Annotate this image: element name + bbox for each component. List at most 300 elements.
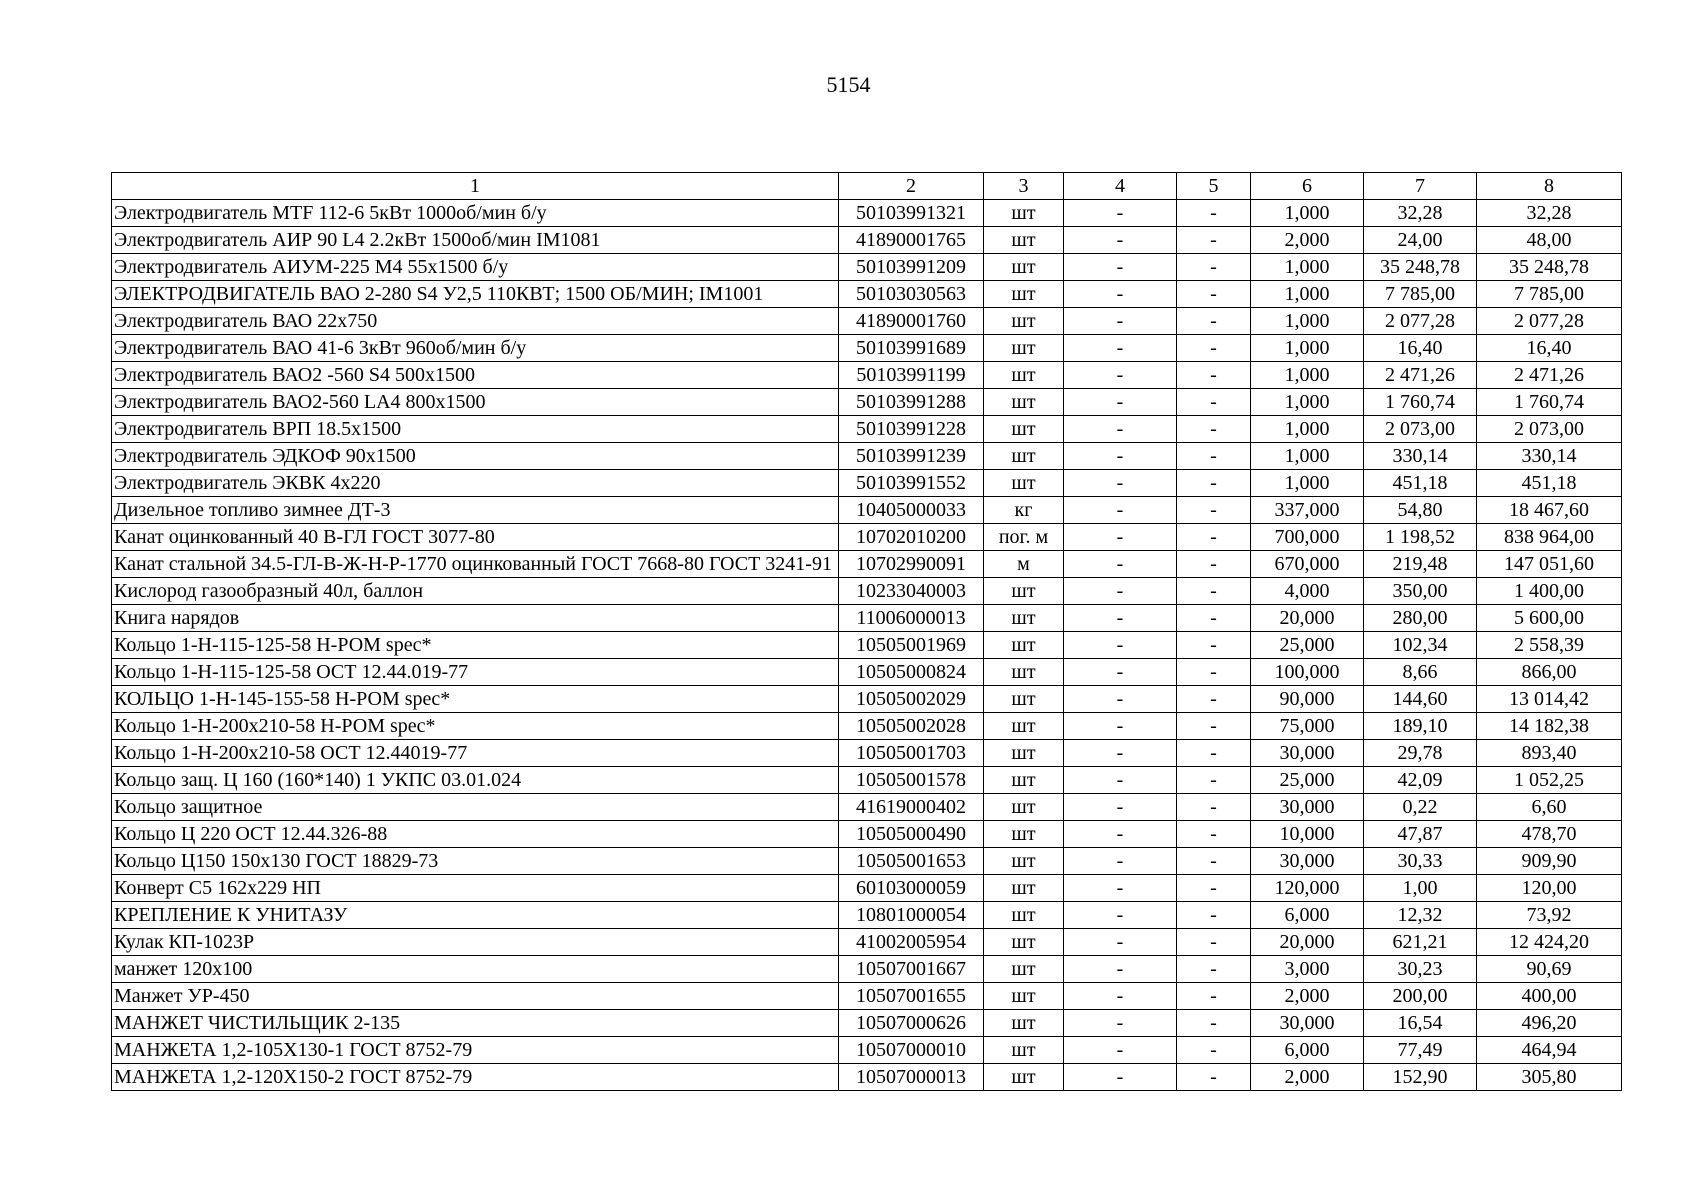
col5-value-cell: - [1177, 902, 1251, 929]
unit-price-cell: 1 198,52 [1364, 524, 1477, 551]
col5-value-cell: - [1177, 551, 1251, 578]
unit-price-cell: 32,28 [1364, 200, 1477, 227]
quantity-cell: 1,000 [1251, 443, 1364, 470]
quantity-cell: 1,000 [1251, 281, 1364, 308]
col4-value-cell: - [1064, 929, 1177, 956]
col4-value-cell: - [1064, 632, 1177, 659]
unit-cell: шт [984, 443, 1064, 470]
table-row [112, 605, 1622, 632]
unit-price-cell: 42,09 [1364, 767, 1477, 794]
quantity-cell: 1,000 [1251, 389, 1364, 416]
table-row [112, 713, 1622, 740]
total-amount-cell: 1 052,25 [1477, 767, 1622, 794]
item-name-cell: МАНЖЕТА 1,2-105Х130-1 ГОСТ 8752-79 [112, 1037, 839, 1064]
col5-value-cell: - [1177, 227, 1251, 254]
column-header: 3 [984, 173, 1064, 200]
unit-price-cell: 152,90 [1364, 1064, 1477, 1091]
table-row [112, 1064, 1622, 1091]
col5-value-cell: - [1177, 308, 1251, 335]
unit-cell: м [984, 551, 1064, 578]
unit-price-cell: 1,00 [1364, 875, 1477, 902]
col4-value-cell: - [1064, 659, 1177, 686]
unit-price-cell: 16,54 [1364, 1010, 1477, 1037]
quantity-cell: 75,000 [1251, 713, 1364, 740]
unit-cell: кг [984, 497, 1064, 524]
unit-cell: шт [984, 794, 1064, 821]
unit-cell: шт [984, 686, 1064, 713]
col4-value-cell: - [1064, 956, 1177, 983]
col4-value-cell: - [1064, 308, 1177, 335]
table-row [112, 227, 1622, 254]
item-name-cell: Кислород газообразный 40л, баллон [112, 578, 839, 605]
quantity-cell: 20,000 [1251, 605, 1364, 632]
unit-price-cell: 24,00 [1364, 227, 1477, 254]
quantity-cell: 1,000 [1251, 362, 1364, 389]
item-code-cell: 10505001653 [839, 848, 984, 875]
col5-value-cell: - [1177, 335, 1251, 362]
unit-cell: шт [984, 632, 1064, 659]
col5-value-cell: - [1177, 254, 1251, 281]
col4-value-cell: - [1064, 821, 1177, 848]
item-name-cell: Канат оцинкованный 40 В-ГЛ ГОСТ 3077-80 [112, 524, 839, 551]
unit-cell: шт [984, 956, 1064, 983]
col4-value-cell: - [1064, 443, 1177, 470]
item-name-cell: Электродвигатель АИР 90 L4 2.2кВт 1500об/мин IM1081 [112, 227, 839, 254]
unit-cell: шт [984, 848, 1064, 875]
col5-value-cell: - [1177, 416, 1251, 443]
quantity-cell: 6,000 [1251, 1037, 1364, 1064]
unit-cell: пог. м [984, 524, 1064, 551]
col5-value-cell: - [1177, 362, 1251, 389]
total-amount-cell: 2 073,00 [1477, 416, 1622, 443]
col5-value-cell: - [1177, 821, 1251, 848]
item-name-cell: Конверт С5 162х229 НП [112, 875, 839, 902]
item-name-cell: Электродвигатель ВАО 41-6 3кВт 960об/мин б/у [112, 335, 839, 362]
item-name-cell: КРЕПЛЕНИЕ К УНИТАЗУ [112, 902, 839, 929]
unit-price-cell: 0,22 [1364, 794, 1477, 821]
table-row [112, 821, 1622, 848]
unit-cell: шт [984, 281, 1064, 308]
col5-value-cell: - [1177, 281, 1251, 308]
unit-cell: шт [984, 1037, 1064, 1064]
table-row [112, 578, 1622, 605]
total-amount-cell: 5 600,00 [1477, 605, 1622, 632]
quantity-cell: 30,000 [1251, 794, 1364, 821]
col4-value-cell: - [1064, 767, 1177, 794]
item-name-cell: Электродвигатель ЭДКОФ 90х1500 [112, 443, 839, 470]
quantity-cell: 90,000 [1251, 686, 1364, 713]
item-code-cell: 10505002029 [839, 686, 984, 713]
table-row [112, 740, 1622, 767]
item-name-cell: КОЛЬЦО 1-Н-145-155-58 Н-РОМ spec* [112, 686, 839, 713]
item-name-cell: манжет 120х100 [112, 956, 839, 983]
unit-price-cell: 8,66 [1364, 659, 1477, 686]
unit-cell: шт [984, 416, 1064, 443]
table-row [112, 524, 1622, 551]
table-row [112, 794, 1622, 821]
col4-value-cell: - [1064, 848, 1177, 875]
item-code-cell: 50103991209 [839, 254, 984, 281]
unit-price-cell: 29,78 [1364, 740, 1477, 767]
unit-price-cell: 54,80 [1364, 497, 1477, 524]
total-amount-cell: 2 471,26 [1477, 362, 1622, 389]
col5-value-cell: - [1177, 983, 1251, 1010]
quantity-cell: 700,000 [1251, 524, 1364, 551]
item-code-cell: 50103991228 [839, 416, 984, 443]
col5-value-cell: - [1177, 200, 1251, 227]
unit-price-cell: 621,21 [1364, 929, 1477, 956]
col5-value-cell: - [1177, 659, 1251, 686]
col4-value-cell: - [1064, 227, 1177, 254]
unit-cell: шт [984, 983, 1064, 1010]
total-amount-cell: 18 467,60 [1477, 497, 1622, 524]
item-name-cell: Кольцо Ц 220 ОСТ 12.44.326-88 [112, 821, 839, 848]
unit-cell: шт [984, 200, 1064, 227]
unit-cell: шт [984, 1010, 1064, 1037]
item-name-cell: Дизельное топливо зимнее ДТ-3 [112, 497, 839, 524]
total-amount-cell: 464,94 [1477, 1037, 1622, 1064]
item-name-cell: Канат стальной 34.5-ГЛ-В-Ж-Н-Р-1770 оцинкованный ГОСТ 7668-80 ГОСТ 3241-91 [112, 551, 839, 578]
item-code-cell: 41002005954 [839, 929, 984, 956]
item-code-cell: 10507000010 [839, 1037, 984, 1064]
column-header: 8 [1477, 173, 1622, 200]
item-name-cell: Электродвигатель ВАО2 -560 S4 500х1500 [112, 362, 839, 389]
item-code-cell: 10505001703 [839, 740, 984, 767]
item-code-cell: 41890001760 [839, 308, 984, 335]
item-name-cell: Электродвигатель ВАО2-560 LA4 800х1500 [112, 389, 839, 416]
total-amount-cell: 400,00 [1477, 983, 1622, 1010]
table-row [112, 686, 1622, 713]
total-amount-cell: 12 424,20 [1477, 929, 1622, 956]
col5-value-cell: - [1177, 1064, 1251, 1091]
unit-cell: шт [984, 254, 1064, 281]
table-row [112, 308, 1622, 335]
item-code-cell: 50103991689 [839, 335, 984, 362]
quantity-cell: 30,000 [1251, 740, 1364, 767]
total-amount-cell: 16,40 [1477, 335, 1622, 362]
item-code-cell: 50103991239 [839, 443, 984, 470]
table-row [112, 929, 1622, 956]
col5-value-cell: - [1177, 1037, 1251, 1064]
quantity-cell: 6,000 [1251, 902, 1364, 929]
quantity-cell: 337,000 [1251, 497, 1364, 524]
col5-value-cell: - [1177, 524, 1251, 551]
col4-value-cell: - [1064, 200, 1177, 227]
table-row [112, 956, 1622, 983]
item-code-cell: 60103000059 [839, 875, 984, 902]
col4-value-cell: - [1064, 794, 1177, 821]
item-code-cell: 10507000626 [839, 1010, 984, 1037]
col4-value-cell: - [1064, 1010, 1177, 1037]
col5-value-cell: - [1177, 713, 1251, 740]
table-row [112, 281, 1622, 308]
col4-value-cell: - [1064, 740, 1177, 767]
unit-price-cell: 102,34 [1364, 632, 1477, 659]
col4-value-cell: - [1064, 281, 1177, 308]
unit-cell: шт [984, 929, 1064, 956]
item-name-cell: Кольцо 1-Н-200х210-58 Н-РОМ spec* [112, 713, 839, 740]
item-code-cell: 11006000013 [839, 605, 984, 632]
item-name-cell: Электродвигатель АИУМ-225 М4 55х1500 б/у [112, 254, 839, 281]
table-body [112, 200, 1622, 1091]
total-amount-cell: 893,40 [1477, 740, 1622, 767]
col5-value-cell: - [1177, 578, 1251, 605]
col4-value-cell: - [1064, 389, 1177, 416]
total-amount-cell: 14 182,38 [1477, 713, 1622, 740]
item-name-cell: Кольцо Ц150 150х130 ГОСТ 18829-73 [112, 848, 839, 875]
item-code-cell: 10505000824 [839, 659, 984, 686]
unit-price-cell: 451,18 [1364, 470, 1477, 497]
inventory-table [111, 172, 1622, 1091]
item-name-cell: Электродвигатель ВРП 18.5х1500 [112, 416, 839, 443]
quantity-cell: 25,000 [1251, 632, 1364, 659]
table-row [112, 767, 1622, 794]
unit-price-cell: 219,48 [1364, 551, 1477, 578]
item-name-cell: Кольцо защитное [112, 794, 839, 821]
col5-value-cell: - [1177, 632, 1251, 659]
table-row [112, 200, 1622, 227]
item-name-cell: ЭЛЕКТРОДВИГАТЕЛЬ ВАО 2-280 S4 У2,5 110КВТ; 1500 ОБ/МИН; IM1001 [112, 281, 839, 308]
item-name-cell: Кольцо защ. Ц 160 (160*140) 1 УКПС 03.01.024 [112, 767, 839, 794]
item-code-cell: 41619000402 [839, 794, 984, 821]
item-code-cell: 10507001655 [839, 983, 984, 1010]
unit-cell: шт [984, 605, 1064, 632]
total-amount-cell: 120,00 [1477, 875, 1622, 902]
col5-value-cell: - [1177, 848, 1251, 875]
col5-value-cell: - [1177, 605, 1251, 632]
total-amount-cell: 451,18 [1477, 470, 1622, 497]
total-amount-cell: 7 785,00 [1477, 281, 1622, 308]
column-header: 1 [112, 173, 839, 200]
unit-cell: шт [984, 308, 1064, 335]
table-row [112, 497, 1622, 524]
item-name-cell: Кольцо 1-Н-200х210-58 ОСТ 12.44019-77 [112, 740, 839, 767]
table-row [112, 659, 1622, 686]
quantity-cell: 2,000 [1251, 227, 1364, 254]
quantity-cell: 2,000 [1251, 1064, 1364, 1091]
quantity-cell: 100,000 [1251, 659, 1364, 686]
item-name-cell: МАНЖЕТ ЧИСТИЛЬЩИК 2-135 [112, 1010, 839, 1037]
item-code-cell: 10505002028 [839, 713, 984, 740]
column-header: 7 [1364, 173, 1477, 200]
total-amount-cell: 866,00 [1477, 659, 1622, 686]
col4-value-cell: - [1064, 1037, 1177, 1064]
column-header: 6 [1251, 173, 1364, 200]
unit-price-cell: 35 248,78 [1364, 254, 1477, 281]
unit-price-cell: 12,32 [1364, 902, 1477, 929]
quantity-cell: 30,000 [1251, 1010, 1364, 1037]
item-code-cell: 41890001765 [839, 227, 984, 254]
quantity-cell: 1,000 [1251, 200, 1364, 227]
unit-cell: шт [984, 902, 1064, 929]
table-row [112, 632, 1622, 659]
unit-price-cell: 2 073,00 [1364, 416, 1477, 443]
col4-value-cell: - [1064, 713, 1177, 740]
item-code-cell: 10507000013 [839, 1064, 984, 1091]
header-row [112, 173, 1622, 200]
col4-value-cell: - [1064, 983, 1177, 1010]
table-row [112, 443, 1622, 470]
total-amount-cell: 13 014,42 [1477, 686, 1622, 713]
total-amount-cell: 6,60 [1477, 794, 1622, 821]
quantity-cell: 2,000 [1251, 983, 1364, 1010]
col5-value-cell: - [1177, 794, 1251, 821]
total-amount-cell: 478,70 [1477, 821, 1622, 848]
quantity-cell: 25,000 [1251, 767, 1364, 794]
total-amount-cell: 73,92 [1477, 902, 1622, 929]
table-row [112, 902, 1622, 929]
total-amount-cell: 2 077,28 [1477, 308, 1622, 335]
unit-cell: шт [984, 767, 1064, 794]
item-code-cell: 50103991288 [839, 389, 984, 416]
item-code-cell: 10801000054 [839, 902, 984, 929]
column-header: 2 [839, 173, 984, 200]
col5-value-cell: - [1177, 956, 1251, 983]
quantity-cell: 4,000 [1251, 578, 1364, 605]
col4-value-cell: - [1064, 416, 1177, 443]
col4-value-cell: - [1064, 686, 1177, 713]
unit-cell: шт [984, 1064, 1064, 1091]
col5-value-cell: - [1177, 1010, 1251, 1037]
quantity-cell: 20,000 [1251, 929, 1364, 956]
col5-value-cell: - [1177, 443, 1251, 470]
col4-value-cell: - [1064, 497, 1177, 524]
quantity-cell: 1,000 [1251, 470, 1364, 497]
unit-price-cell: 189,10 [1364, 713, 1477, 740]
table-row [112, 362, 1622, 389]
unit-cell: шт [984, 335, 1064, 362]
unit-price-cell: 7 785,00 [1364, 281, 1477, 308]
unit-cell: шт [984, 578, 1064, 605]
unit-price-cell: 330,14 [1364, 443, 1477, 470]
table-row [112, 1010, 1622, 1037]
total-amount-cell: 838 964,00 [1477, 524, 1622, 551]
item-name-cell: Кольцо 1-Н-115-125-58 Н-РОМ spec* [112, 632, 839, 659]
col5-value-cell: - [1177, 929, 1251, 956]
col5-value-cell: - [1177, 686, 1251, 713]
item-code-cell: 10233040003 [839, 578, 984, 605]
quantity-cell: 1,000 [1251, 254, 1364, 281]
col4-value-cell: - [1064, 470, 1177, 497]
quantity-cell: 1,000 [1251, 308, 1364, 335]
col4-value-cell: - [1064, 578, 1177, 605]
item-name-cell: МАНЖЕТА 1,2-120Х150-2 ГОСТ 8752-79 [112, 1064, 839, 1091]
col4-value-cell: - [1064, 902, 1177, 929]
total-amount-cell: 2 558,39 [1477, 632, 1622, 659]
unit-price-cell: 77,49 [1364, 1037, 1477, 1064]
col4-value-cell: - [1064, 524, 1177, 551]
total-amount-cell: 305,80 [1477, 1064, 1622, 1091]
unit-price-cell: 1 760,74 [1364, 389, 1477, 416]
column-header: 4 [1064, 173, 1177, 200]
quantity-cell: 120,000 [1251, 875, 1364, 902]
table-row [112, 551, 1622, 578]
total-amount-cell: 909,90 [1477, 848, 1622, 875]
table-row [112, 416, 1622, 443]
unit-cell: шт [984, 362, 1064, 389]
col5-value-cell: - [1177, 740, 1251, 767]
item-code-cell: 10507001667 [839, 956, 984, 983]
col4-value-cell: - [1064, 875, 1177, 902]
quantity-cell: 10,000 [1251, 821, 1364, 848]
col4-value-cell: - [1064, 254, 1177, 281]
total-amount-cell: 147 051,60 [1477, 551, 1622, 578]
col5-value-cell: - [1177, 497, 1251, 524]
item-code-cell: 10505000490 [839, 821, 984, 848]
item-code-cell: 50103991321 [839, 200, 984, 227]
item-code-cell: 10505001969 [839, 632, 984, 659]
unit-price-cell: 16,40 [1364, 335, 1477, 362]
table-row [112, 389, 1622, 416]
total-amount-cell: 32,28 [1477, 200, 1622, 227]
item-code-cell: 10702010200 [839, 524, 984, 551]
table-row [112, 875, 1622, 902]
unit-price-cell: 2 471,26 [1364, 362, 1477, 389]
table-row [112, 1037, 1622, 1064]
col4-value-cell: - [1064, 551, 1177, 578]
item-code-cell: 10405000033 [839, 497, 984, 524]
col5-value-cell: - [1177, 875, 1251, 902]
item-name-cell: Электродвигатель ВАО 22х750 [112, 308, 839, 335]
total-amount-cell: 48,00 [1477, 227, 1622, 254]
col4-value-cell: - [1064, 335, 1177, 362]
unit-price-cell: 2 077,28 [1364, 308, 1477, 335]
table-row [112, 848, 1622, 875]
item-code-cell: 50103030563 [839, 281, 984, 308]
unit-price-cell: 350,00 [1364, 578, 1477, 605]
unit-cell: шт [984, 821, 1064, 848]
quantity-cell: 670,000 [1251, 551, 1364, 578]
total-amount-cell: 90,69 [1477, 956, 1622, 983]
unit-cell: шт [984, 227, 1064, 254]
table-row [112, 335, 1622, 362]
col5-value-cell: - [1177, 470, 1251, 497]
column-header: 5 [1177, 173, 1251, 200]
total-amount-cell: 1 760,74 [1477, 389, 1622, 416]
item-name-cell: Книга нарядов [112, 605, 839, 632]
unit-cell: шт [984, 659, 1064, 686]
unit-cell: шт [984, 740, 1064, 767]
item-name-cell: Кулак КП-1023Р [112, 929, 839, 956]
unit-price-cell: 30,23 [1364, 956, 1477, 983]
total-amount-cell: 35 248,78 [1477, 254, 1622, 281]
col4-value-cell: - [1064, 1064, 1177, 1091]
item-name-cell: Манжет УР-450 [112, 983, 839, 1010]
item-name-cell: Кольцо 1-Н-115-125-58 ОСТ 12.44.019-77 [112, 659, 839, 686]
unit-price-cell: 200,00 [1364, 983, 1477, 1010]
unit-price-cell: 280,00 [1364, 605, 1477, 632]
unit-cell: шт [984, 875, 1064, 902]
item-name-cell: Электродвигатель MTF 112-6 5кВт 1000об/мин б/у [112, 200, 839, 227]
table-row [112, 254, 1622, 281]
col4-value-cell: - [1064, 605, 1177, 632]
unit-price-cell: 47,87 [1364, 821, 1477, 848]
quantity-cell: 3,000 [1251, 956, 1364, 983]
total-amount-cell: 496,20 [1477, 1010, 1622, 1037]
item-name-cell: Электродвигатель ЭКВК 4х220 [112, 470, 839, 497]
quantity-cell: 30,000 [1251, 848, 1364, 875]
total-amount-cell: 1 400,00 [1477, 578, 1622, 605]
total-amount-cell: 330,14 [1477, 443, 1622, 470]
unit-cell: шт [984, 713, 1064, 740]
col5-value-cell: - [1177, 767, 1251, 794]
item-code-cell: 50103991199 [839, 362, 984, 389]
unit-price-cell: 144,60 [1364, 686, 1477, 713]
col5-value-cell: - [1177, 389, 1251, 416]
quantity-cell: 1,000 [1251, 335, 1364, 362]
item-code-cell: 10702990091 [839, 551, 984, 578]
table-row [112, 983, 1622, 1010]
